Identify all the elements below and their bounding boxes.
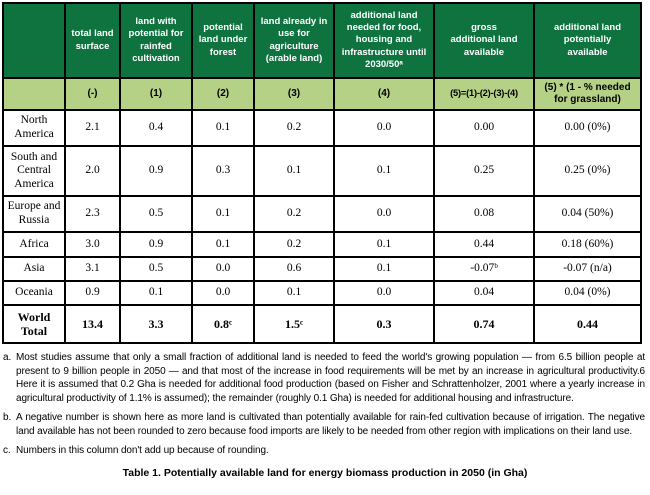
value-cell: 0.3 xyxy=(192,146,254,196)
region-cell: Europe and Russia xyxy=(3,196,65,232)
unit-cell: (1) xyxy=(120,78,192,110)
value-cell: 1.5ᶜ xyxy=(254,305,334,343)
footnote-marker: a. xyxy=(3,352,12,363)
value-cell: 0.00 xyxy=(434,110,534,146)
value-cell: 3.0 xyxy=(65,232,120,257)
footnote-b xyxy=(3,411,645,438)
footnote-text: A negative number is shown here as more land is cultivated than potentially available for rain-fed cultivation because of irrigation. The negative land available has not been rounded to zero because food imports are likely to be needed from other region with implications on their land use. xyxy=(16,412,645,437)
region-cell: Africa xyxy=(3,232,65,257)
value-cell: 0.44 xyxy=(434,232,534,257)
value-cell: 0.04 (50%) xyxy=(534,196,641,232)
footnote-marker: c. xyxy=(3,445,11,456)
value-cell: 0.04 (0%) xyxy=(534,281,641,305)
value-cell: 0.25 (0%) xyxy=(534,146,641,196)
unit-cell-grassland-formula: (5) * (1 - % needed for grassland) xyxy=(534,78,641,110)
region-cell: Oceania xyxy=(3,281,65,305)
value-cell: 0.1 xyxy=(334,232,434,257)
value-cell: 0.6 xyxy=(254,257,334,281)
value-cell: -0.07ᵇ xyxy=(434,257,534,281)
region-cell: Asia xyxy=(3,257,65,281)
value-cell: 0.1 xyxy=(192,232,254,257)
value-cell: 2.0 xyxy=(65,146,120,196)
unit-cell-formula: (5)=(1)-(2)-(3)-(4) xyxy=(434,78,534,110)
value-cell: 0.2 xyxy=(254,110,334,146)
value-cell: 0.08 xyxy=(434,196,534,232)
value-cell: 0.8ᶜ xyxy=(192,305,254,343)
value-cell: 0.9 xyxy=(65,281,120,305)
table-row-africa xyxy=(3,232,641,257)
col-header-additional-land-needed: additional land needed for food, housing and infrastructure until 2030/50ᵃ xyxy=(334,3,434,78)
unit-cell-region xyxy=(3,78,65,110)
value-cell: 0.18 (60%) xyxy=(534,232,641,257)
col-header-total-land-surface: total land surface xyxy=(65,3,120,78)
unit-cell: (-) xyxy=(65,78,120,110)
value-cell: 2.1 xyxy=(65,110,120,146)
units-row xyxy=(3,78,641,110)
table-row-oceania xyxy=(3,281,641,305)
value-cell: 0.0 xyxy=(334,110,434,146)
value-cell: 0.1 xyxy=(254,146,334,196)
footnotes-section xyxy=(3,351,645,458)
value-cell: 0.5 xyxy=(120,257,192,281)
value-cell: 0.0 xyxy=(192,281,254,305)
value-cell: 0.44 xyxy=(534,305,641,343)
table-row-asia xyxy=(3,257,641,281)
footnote-text: Most studies assume that only a small fraction of additional land is needed to feed the world's growing population — from 6.5 billion people at present to 9 billion people in 2050 — and that most of the increase in food requirements will be met by an increase in agricultural productivity.6 Here it is assumed that 0.2 Gha is needed for additional food production (based on Fisher and Schrattenholzer, 2001 where a yearly increase in agricultural productivity of 1.1% is assumed); the remainder (roughly 0.1 Gha) is needed for additional housing and infrastructure. xyxy=(16,352,645,404)
value-cell: 0.4 xyxy=(120,110,192,146)
table-caption: Table 1. Potentially available land for energy biomass production in 2050 (in Gha) xyxy=(122,466,528,479)
value-cell: 0.00 (0%) xyxy=(534,110,641,146)
value-cell: 0.5 xyxy=(120,196,192,232)
col-header-gross-additional-land: gross additional land available xyxy=(434,3,534,78)
table-row-north-america xyxy=(3,110,641,146)
value-cell: 0.0 xyxy=(334,281,434,305)
footnote-c xyxy=(3,444,645,458)
unit-cell: (3) xyxy=(254,78,334,110)
value-cell: 0.1 xyxy=(192,110,254,146)
value-cell: 0.9 xyxy=(120,232,192,257)
table-row-south-central-america xyxy=(3,146,641,196)
value-cell: 0.1 xyxy=(254,281,334,305)
region-cell: South and Central America xyxy=(3,146,65,196)
value-cell: 0.2 xyxy=(254,232,334,257)
col-header-potentially-available: additional land potentially available xyxy=(534,3,641,78)
col-header-region xyxy=(3,3,65,78)
value-cell: 0.1 xyxy=(334,146,434,196)
value-cell: 3.1 xyxy=(65,257,120,281)
value-cell: 13.4 xyxy=(65,305,120,343)
region-cell: North America xyxy=(3,110,65,146)
unit-cell: (2) xyxy=(192,78,254,110)
header-row xyxy=(3,3,641,78)
footnote-marker: b. xyxy=(3,412,12,423)
table-row-europe-russia xyxy=(3,196,641,232)
value-cell: 0.1 xyxy=(334,257,434,281)
unit-cell: (4) xyxy=(334,78,434,110)
footnote-text: Numbers in this column don't add up because of rounding. xyxy=(16,445,269,456)
value-cell: 0.1 xyxy=(192,196,254,232)
value-cell: 0.2 xyxy=(254,196,334,232)
value-cell: -0.07 (n/a) xyxy=(534,257,641,281)
table-row-world-total xyxy=(3,305,641,343)
value-cell: 0.9 xyxy=(120,146,192,196)
footnote-a xyxy=(3,351,645,405)
value-cell: 0.1 xyxy=(120,281,192,305)
region-cell: World Total xyxy=(3,305,65,343)
value-cell: 0.0 xyxy=(334,196,434,232)
value-cell: 2.3 xyxy=(65,196,120,232)
value-cell: 3.3 xyxy=(120,305,192,343)
col-header-forest-land: potential land under forest xyxy=(192,3,254,78)
value-cell: 0.0 xyxy=(192,257,254,281)
col-header-rainfed-potential: land with potential for rainfed cultivation xyxy=(120,3,192,78)
value-cell: 0.25 xyxy=(434,146,534,196)
value-cell: 0.3 xyxy=(334,305,434,343)
value-cell: 0.74 xyxy=(434,305,534,343)
col-header-arable-land: land already in use for agriculture (arable land) xyxy=(254,3,334,78)
land-availability-table xyxy=(2,2,642,344)
value-cell: 0.04 xyxy=(434,281,534,305)
